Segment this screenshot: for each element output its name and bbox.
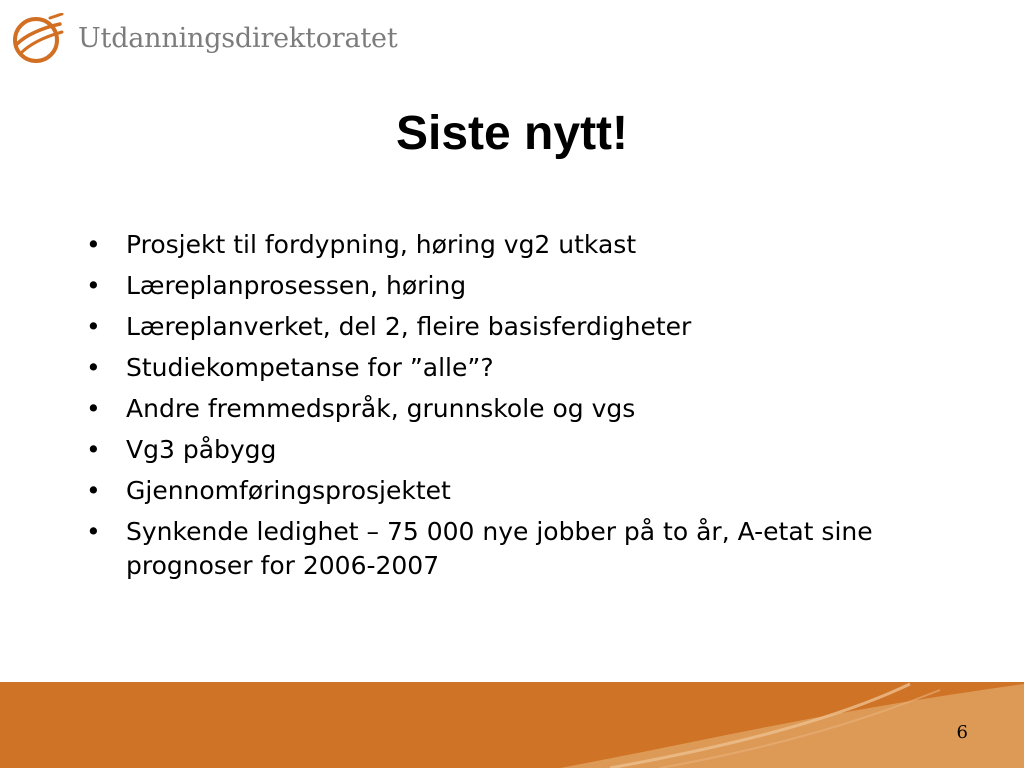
bullet-item [86,310,966,344]
bullet-dot: • [86,312,101,341]
bullet-text: Gjennomføringsprosjektet [126,476,451,505]
logo [12,12,397,66]
bullet-dot: • [86,476,101,505]
bullet-item [86,392,966,426]
logo-text: Utdanningsdirektoratet [78,23,398,54]
bullet-text: Andre fremmedspråk, grunnskole og vgs [126,394,636,423]
bullet-dot: • [86,353,101,382]
bullet-dot: • [86,230,101,259]
globe-swoosh-icon [12,13,64,65]
bullet-list [86,228,966,590]
bullet-item [86,474,966,508]
bullet-text: Studiekompetanse for ”alle”? [126,353,494,382]
bullet-item [86,351,966,385]
bullet-dot: • [86,394,101,423]
bullet-text: Synkende ledighet – 75 000 nye jobber på to år, A-etat sine prognoser for 2006-2007 [126,517,873,580]
bullet-text: Læreplanverket, del 2, fleire basisferdigheter [126,312,692,341]
bullet-item [86,515,966,583]
bullet-dot: • [86,435,101,464]
bullet-text: Vg3 påbygg [126,435,277,464]
bullet-dot: • [86,517,101,546]
page-number: 6 [956,722,968,743]
footer-band [0,682,1024,768]
bullet-text: Læreplanprosessen, høring [126,271,467,300]
bullet-item [86,433,966,467]
bullet-dot: • [86,271,101,300]
slide-title: Siste nytt! [395,107,629,160]
bullet-text: Prosjekt til fordypning, høring vg2 utkast [126,230,637,259]
bullet-item [86,228,966,262]
bullet-item [86,269,966,303]
